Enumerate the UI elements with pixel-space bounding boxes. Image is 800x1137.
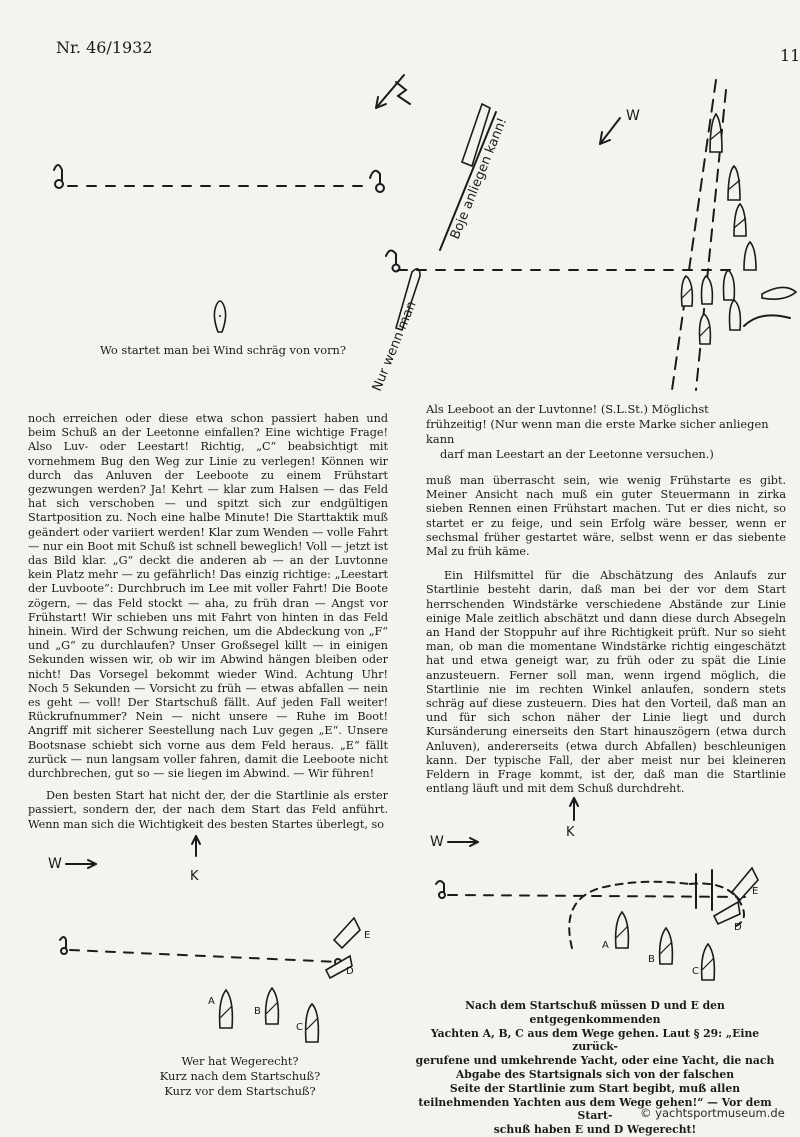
svg-text:A: A: [602, 940, 609, 951]
watermark: © yachtsportmuseum.de: [640, 1106, 785, 1120]
buoy-left-icon: [54, 165, 63, 188]
svg-text:E: E: [752, 886, 759, 897]
figure-1-caption: Wo startet man bei Wind schräg von vorn?: [100, 343, 346, 357]
svg-text:E: E: [364, 930, 371, 941]
course-arrow-icon: [570, 798, 578, 820]
svg-text:B: B: [254, 1006, 261, 1017]
figure-2-caption: Als Leeboot an der Luvtonne! (S.L.St.) Möglichst frühzeitig! (Nur wenn man die erste Marke sicher anliegen kann darf man Leestart an der Leetonne versuchen.): [426, 402, 769, 461]
yacht-fleet: [682, 114, 797, 344]
paragraph: muß man überrascht sein, wie wenig Frühstarte es gibt. Meiner Ansicht nach muß ein guter Steuermann in zirka sieben Rennen einen Frühstart machen. Tut er dies nicht, so startet er zu feige, und sein Erfolg wäre besser, wenn er sechsmal früher gestartet wäre, selbst wenn er das siebente Mal zu früh käme.: [426, 474, 786, 559]
figure-4-diagram: [400, 780, 800, 1000]
paragraph: Den besten Start hat nicht der, der die Startlinie als erster passiert, sondern der, der nach dem Start das Feld anführt. Wenn man sich die Wichtigkeit des besten Startes überlegt, so: [28, 789, 388, 831]
diagonal-annotation-2: Nur wenn man: [369, 299, 420, 394]
buoy-icon: [60, 937, 67, 954]
page-number: 11: [780, 46, 800, 65]
figure-2-diagram: [340, 60, 800, 400]
svg-text:C: C: [296, 1022, 303, 1033]
boat-icon: [214, 301, 225, 332]
svg-text:A: A: [208, 996, 215, 1007]
course-label: K: [190, 869, 199, 884]
buoy-icon: [436, 881, 445, 898]
wind-label: W: [626, 108, 640, 124]
svg-text:D: D: [734, 922, 742, 933]
paragraph: Ein Hilfsmittel für die Abschätzung des Anlaufs zur Startlinie besteht darin, daß man bei der vor dem Start herrschenden Windstärke verschiedene Abstände zur Linie einige Male zeitlich abschätzt und dann diese durch Absegeln an Hand der Stoppuhr auf ihre Richtigkeit prüft. Nur so sieht man, ob man die momentane Windstärke richtig eingeschätzt hat und etwa geneigt war, zu früh oder zu spät die Linie anzusteuern. Ferner soll man, wenn irgend möglich, die Startlinie nie im rechten Winkel anlaufen, sondern stets schräg auf diese zusteuern. Dies hat den Vorteil, daß man an und für sich schon näher der Linie liegt und durch Kursänderung einerseits den Start hinauszögern (etwa durch Anluven), andererseits (etwa durch Abfallen) beschleunigen kann. Der typische Fall, der aber meist nur bei kleineren Feldern in Frage kommt, ist der, daß man die Startlinie entlang läuft und mit dem Schuß durchdreht.: [426, 569, 786, 796]
course-label: K: [566, 825, 575, 840]
start-line: [70, 950, 340, 962]
issue-number: Nr. 46/1932: [56, 38, 153, 57]
figure-3-diagram: [0, 800, 400, 1050]
wind-arrow-icon: [448, 838, 478, 846]
svg-text:C: C: [692, 966, 699, 977]
course-arrow-icon: [192, 836, 200, 856]
wind-label: W: [48, 856, 62, 872]
wind-label: W: [430, 834, 444, 850]
right-text-column: [426, 474, 786, 796]
figure-3-caption: Wer hat Wegerecht? Kurz nach dem Startschuß? Kurz vor dem Startschuß?: [159, 1054, 321, 1098]
paragraph: noch erreichen oder diese etwa schon passiert haben und beim Schuß an der Leetonne einfallen? Eine wichtige Frage! Also Luv- oder Leestart! Richtig, „C“ beabsichtigt mit vornehmem Bug den Weg zur Linie zu verlegen! Können wir durch das Anluven der Leeboote zu einem Frühstart gezwungen werden? Ja! Kehrt — klar zum Halsen — das Feld hat sich verschoben — und spitzt sich zur endgültigen Startposition zu. Noch eine halbe Minute! Die Starttaktik muß geändert oder variiert werden! Klar zum Wenden — volle Fahrt — nur ein Boot mit Schuß ist schnell beweglich! Voll — jetzt ist das Bild klar. „G“ deckt die anderen ab — an der Luvtonne kein Platz mehr — zu gefährlich! Das einzig richtige: „Leestart der Luvboote“: Durchbruch im Lee mit voller Fahrt! Die Boote zögern, — das Feld stockt — aha, zu früh dran — Angst vor Frühstart! Wir schieben uns mit Fahrt von hinten in das Feld hinein. Wird der Schwung reichen, um die Abdeckung von „F“ und „G“ zu durchlaufen? Unser Großsegel killt — in einigen Sekunden wissen wir, ob wir im Abwind hängen bleiben oder nicht! Das Vorsegel bekommt wieder Wind. Achtung Uhr! Noch 5 Sekunden — Vorsicht zu früh — etwas abfallen — nein es geht — voll! Der Startschuß fällt. Auf jeden Fall weiter! Rückrufnummer? Nein — nicht unsere — Ruhe im Boot! Angriff mit sicherer Seestellung nach Luv gegen „E“. Unsere Bootsnase schiebt sich vorne aus dem Feld heraus. „E“ fällt zurück — nun langsam voller fahren, damit die Leeboote nicht durchbrechen, gut so — sie liegen im Abwind. — Wir führen!: [28, 412, 388, 781]
diagonal-annotation: Boje anliegen kann!: [447, 115, 511, 242]
left-text-column: [28, 412, 388, 832]
wind-arrow-icon: [66, 860, 96, 868]
wind-arrow-icon: [600, 108, 640, 144]
svg-text:B: B: [648, 954, 655, 965]
figure-4-caption: Nach dem Startschuß müssen D und E den entgegenkommenden Yachten A, B, C aus dem Wege gehen. Laut § 29: „Eine zurück- gerufene und umkehrende Yacht, oder eine Yacht, die nach Abgabe des Startsignals sich von der falschen Seite der Startlinie zum Start begibt, muß allen teilnehmenden Yachten aus dem Wege gehen!“ — Vor dem Start- schuß haben E und D Wegerecht!: [415, 999, 775, 1137]
svg-text:D: D: [346, 966, 354, 977]
start-line: [448, 895, 750, 897]
